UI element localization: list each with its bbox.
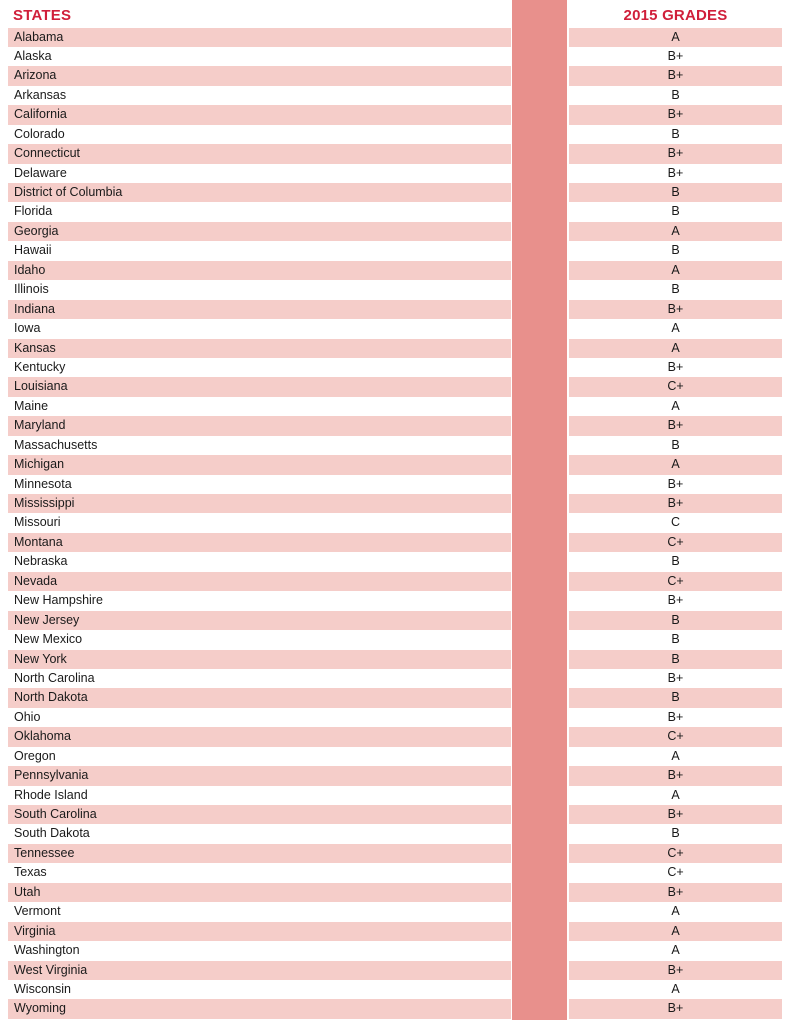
table-row [0, 922, 800, 941]
table-body [0, 28, 800, 1019]
state-grade: A [671, 321, 680, 336]
table-row [0, 572, 800, 591]
state-grade: B+ [667, 359, 684, 374]
table-row [0, 766, 800, 785]
state-name: Illinois [14, 282, 49, 297]
state-grade: B+ [569, 300, 782, 319]
state-name: Montana [8, 533, 511, 552]
state-name: Michigan [8, 455, 511, 474]
state-name: Kentucky [14, 359, 66, 374]
state-grade: B [671, 554, 680, 569]
table-row [0, 669, 800, 688]
state-grade: B [671, 87, 680, 102]
state-grade: A [671, 398, 680, 413]
table-row [0, 747, 800, 766]
table-row [0, 708, 800, 727]
state-grade: A [569, 28, 782, 47]
state-grade: B+ [569, 105, 782, 124]
state-grade: C+ [667, 865, 684, 880]
table-row [0, 494, 800, 513]
state-name: Wisconsin [14, 981, 71, 996]
state-name: Ohio [14, 709, 41, 724]
table-row [0, 513, 800, 532]
table-row [0, 533, 800, 552]
state-name: Vermont [14, 904, 61, 919]
state-name: Missouri [14, 515, 61, 530]
state-name: Delaware [14, 165, 67, 180]
state-grade: B [671, 243, 680, 258]
state-name: Tennessee [8, 844, 511, 863]
state-name: Washington [14, 943, 80, 958]
state-name: Florida [14, 204, 53, 219]
state-grade: C+ [569, 844, 782, 863]
state-name: Wyoming [8, 999, 511, 1018]
state-grade: B+ [667, 670, 684, 685]
state-grade: A [569, 222, 782, 241]
table-row [0, 105, 800, 124]
state-grade: C [670, 515, 681, 530]
table-row [0, 280, 800, 299]
state-grade: B [569, 611, 782, 630]
state-name: Colorado [14, 126, 65, 141]
state-grade: A [671, 748, 680, 763]
state-name: Georgia [8, 222, 511, 241]
table-row [0, 436, 800, 455]
state-grade: C+ [569, 533, 782, 552]
state-name: North Dakota [8, 688, 511, 707]
state-name: Rhode Island [14, 787, 88, 802]
state-name: Hawaii [14, 243, 52, 258]
states-column-header: STATES [13, 7, 72, 24]
table-row [0, 786, 800, 805]
state-grade: B+ [569, 999, 782, 1018]
state-name: Mississippi [8, 494, 511, 513]
state-name: South Carolina [8, 805, 511, 824]
state-grade: B [569, 650, 782, 669]
table-row [0, 961, 800, 980]
state-grade: B+ [569, 494, 782, 513]
state-name: Alabama [8, 28, 511, 47]
state-grade: C+ [569, 377, 782, 396]
state-grade: B+ [667, 709, 684, 724]
table-row [0, 824, 800, 843]
table-row [0, 300, 800, 319]
state-name: Maryland [8, 416, 511, 435]
state-name: Arkansas [14, 87, 67, 102]
state-name: Nevada [8, 572, 511, 591]
state-grade: A [569, 339, 782, 358]
state-name: Louisiana [8, 377, 511, 396]
state-name: New York [8, 650, 511, 669]
table-row [0, 999, 800, 1018]
state-grade: B+ [667, 593, 684, 608]
state-grade: B+ [569, 66, 782, 85]
state-grade: C+ [569, 572, 782, 591]
state-grade: A [671, 904, 680, 919]
table-row [0, 66, 800, 85]
state-grade: B [671, 204, 680, 219]
state-name: Kansas [8, 339, 511, 358]
state-grade: A [569, 261, 782, 280]
state-grade: B+ [667, 48, 684, 63]
state-name: Alaska [14, 48, 52, 63]
state-name: West Virginia [8, 961, 511, 980]
table-row [0, 591, 800, 610]
state-name: Oklahoma [8, 727, 511, 746]
state-grade: B+ [569, 144, 782, 163]
state-name: Indiana [8, 300, 511, 319]
state-grade: B [671, 826, 680, 841]
table-row [0, 863, 800, 882]
state-name: Texas [14, 865, 47, 880]
table-row [0, 805, 800, 824]
table-row [0, 902, 800, 921]
table-row [0, 222, 800, 241]
table-row [0, 339, 800, 358]
state-grade: C+ [569, 727, 782, 746]
table-row [0, 883, 800, 902]
table-row [0, 941, 800, 960]
state-grade: B+ [667, 165, 684, 180]
state-name: Utah [8, 883, 511, 902]
table-row [0, 727, 800, 746]
state-name: Minnesota [14, 476, 72, 491]
state-grade: B+ [569, 416, 782, 435]
table-row [0, 164, 800, 183]
table-row [0, 261, 800, 280]
state-grade: B+ [569, 961, 782, 980]
table-row [0, 125, 800, 144]
state-grade: A [671, 981, 680, 996]
state-grade: B [671, 282, 680, 297]
table-row [0, 455, 800, 474]
table-row [0, 358, 800, 377]
table-row [0, 202, 800, 221]
state-name: South Dakota [14, 826, 90, 841]
state-grade: A [671, 787, 680, 802]
state-grade: B+ [569, 766, 782, 785]
state-grade: B [569, 688, 782, 707]
state-name: Virginia [8, 922, 511, 941]
table-row [0, 241, 800, 260]
state-grade: A [569, 455, 782, 474]
state-grade: B [671, 437, 680, 452]
state-name: New Hampshire [14, 593, 103, 608]
table-row [0, 47, 800, 66]
state-name: New Mexico [14, 632, 83, 647]
state-name: District of Columbia [8, 183, 511, 202]
state-name: New Jersey [8, 611, 511, 630]
table-row [0, 28, 800, 47]
table-row [0, 844, 800, 863]
state-name: Nebraska [14, 554, 68, 569]
state-grade: B [671, 126, 680, 141]
table-row [0, 183, 800, 202]
state-name: California [8, 105, 511, 124]
state-grade: B [671, 632, 680, 647]
table-row [0, 377, 800, 396]
state-grade: B+ [569, 805, 782, 824]
table-row [0, 611, 800, 630]
table-row [0, 688, 800, 707]
table-row [0, 416, 800, 435]
table-row [0, 980, 800, 999]
grades-column-header: 2015 GRADES [623, 7, 728, 24]
state-name: Arizona [8, 66, 511, 85]
table-row [0, 144, 800, 163]
table-row [0, 650, 800, 669]
table-row [0, 552, 800, 571]
table-row [0, 319, 800, 338]
state-name: Pennsylvania [8, 766, 511, 785]
state-grade: B [569, 183, 782, 202]
state-name: Iowa [14, 321, 41, 336]
state-name: Maine [14, 398, 49, 413]
state-name: Idaho [8, 261, 511, 280]
state-name: Connecticut [8, 144, 511, 163]
state-name: Massachusetts [14, 437, 98, 452]
table-row [0, 86, 800, 105]
state-grade: B+ [569, 883, 782, 902]
table-row [0, 475, 800, 494]
table-row [0, 630, 800, 649]
state-name: North Carolina [14, 670, 95, 685]
table-row [0, 397, 800, 416]
state-grade: A [671, 943, 680, 958]
state-grade: B+ [667, 476, 684, 491]
state-name: Oregon [14, 748, 56, 763]
state-grade: A [569, 922, 782, 941]
